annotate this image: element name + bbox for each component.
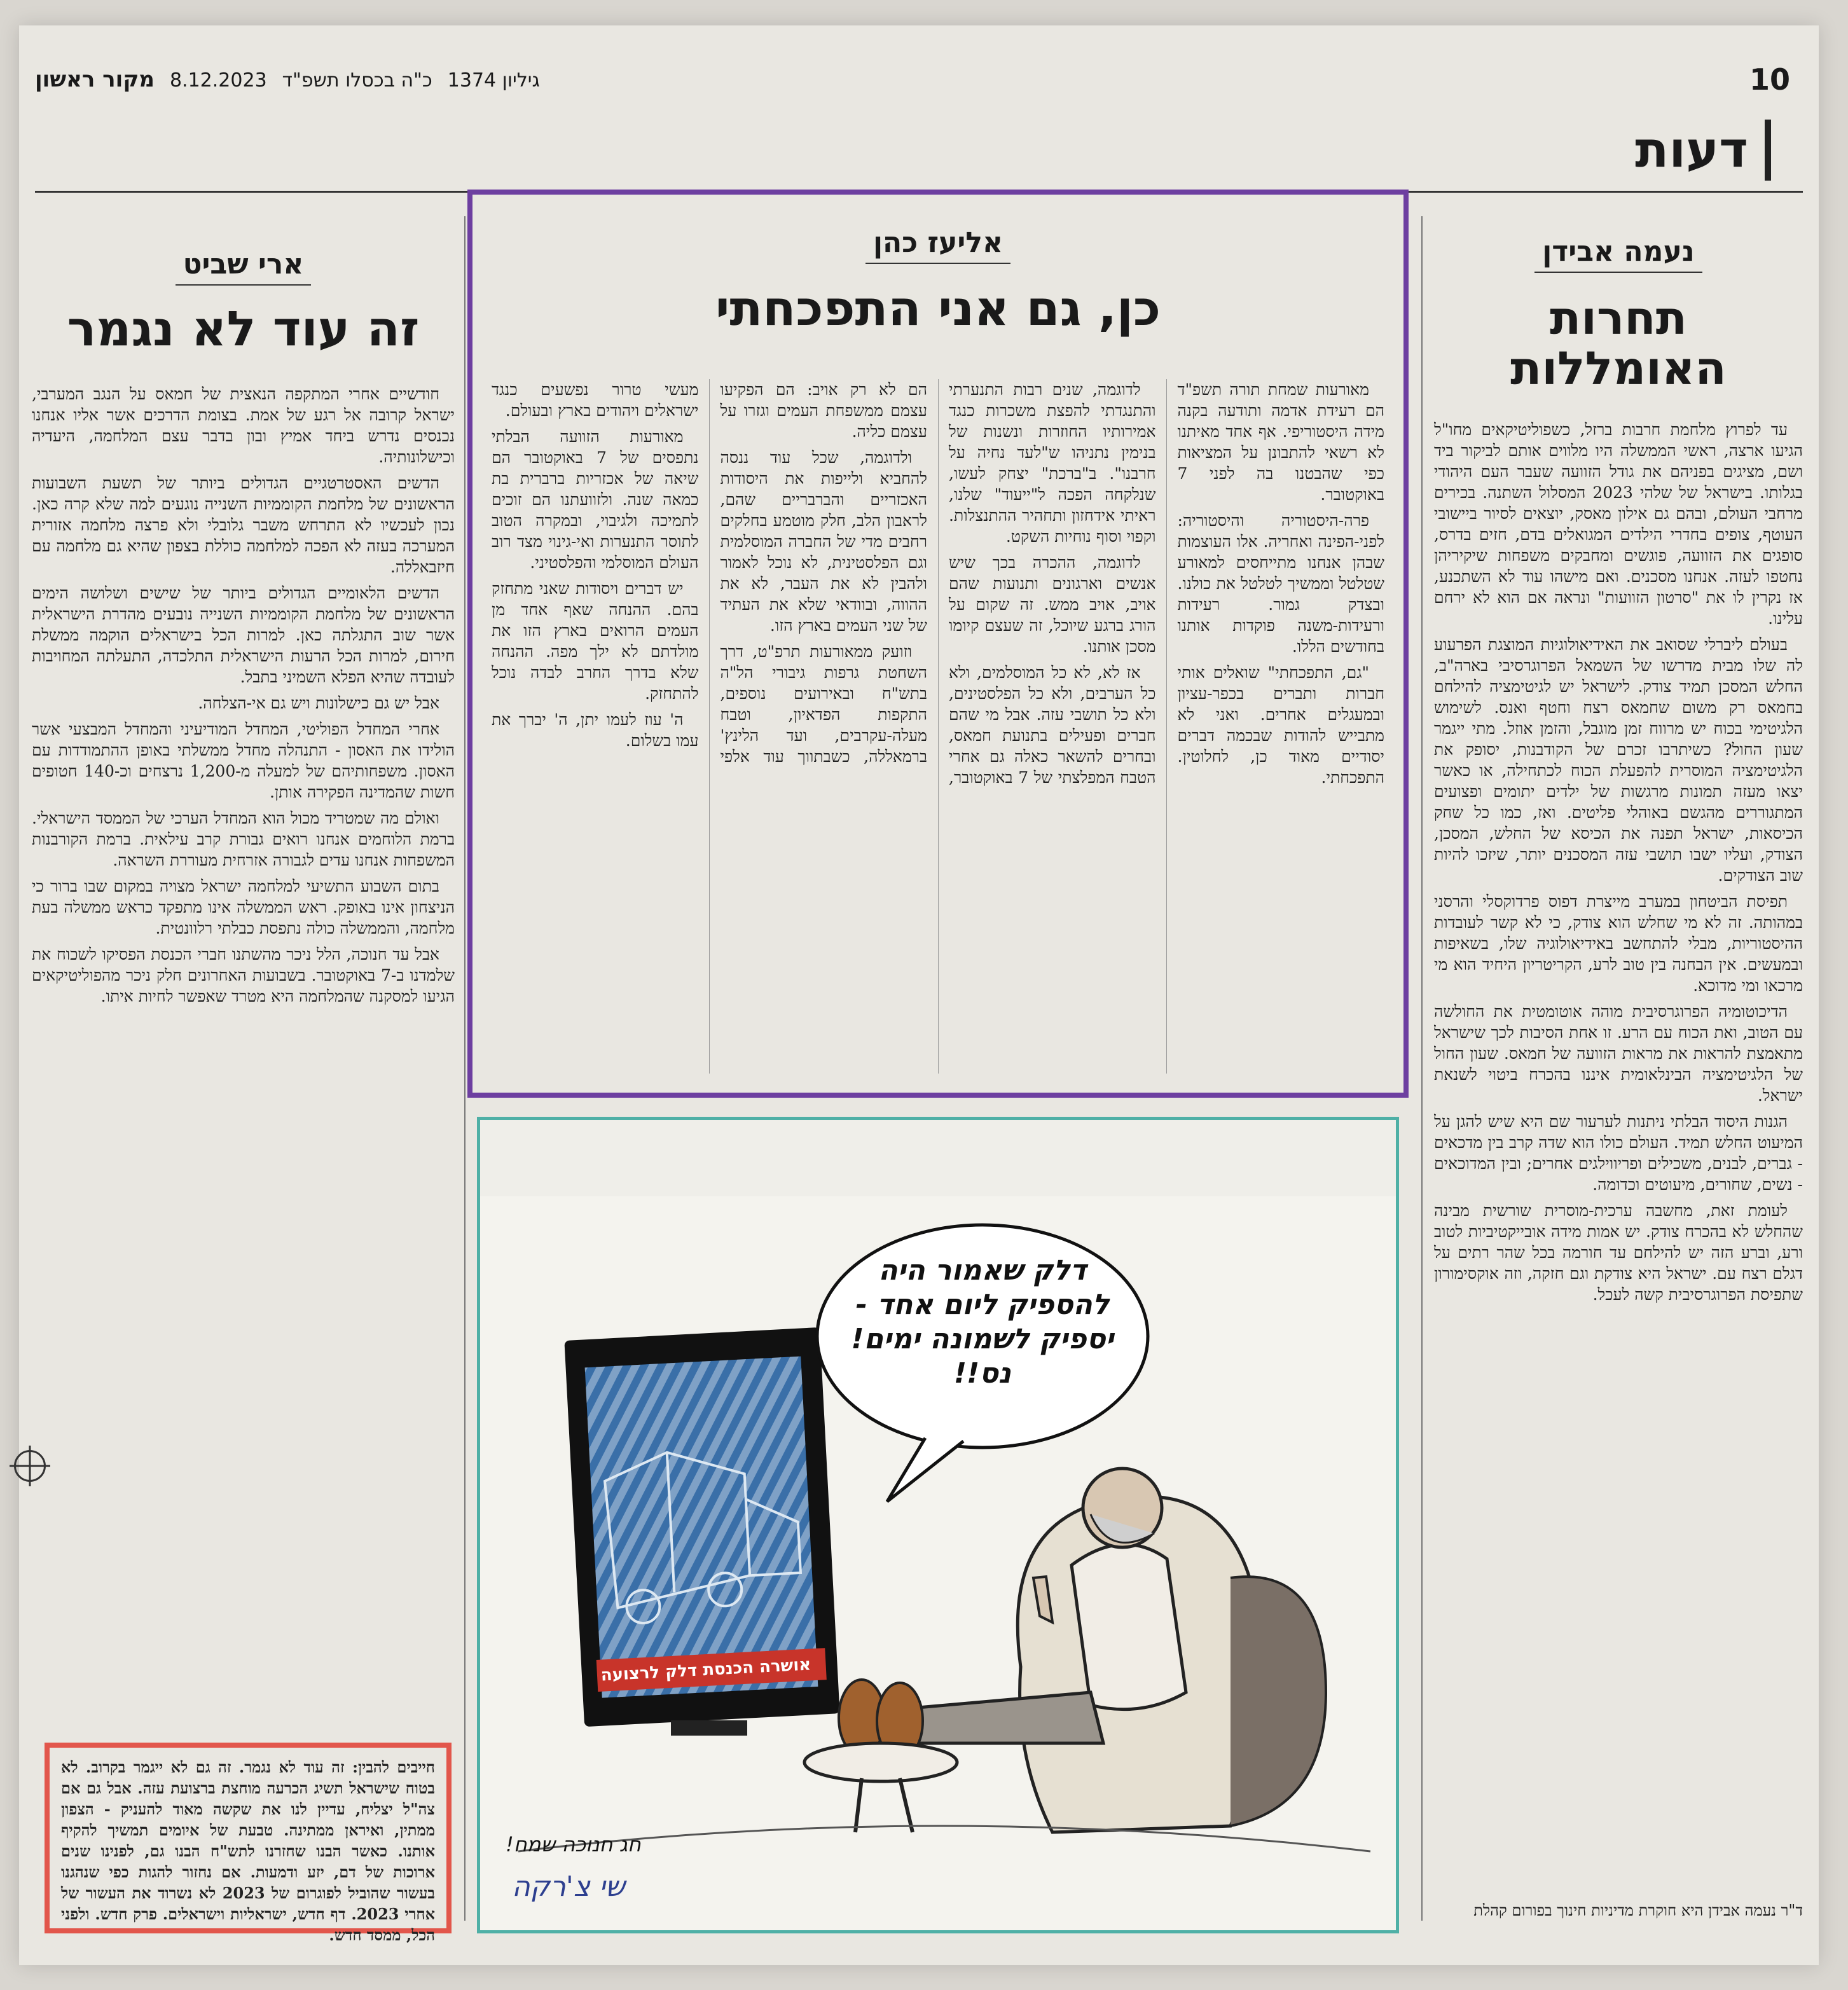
author-byline: ארי שביט [32, 248, 455, 280]
body-paragraph: לדוגמה, ההכרה בכך שיש אנשים וארגונים ותנועות שהם אויב, אויב ממש. זה שקום על הורג ברגע שיוכל, זה שעצם קיומו מסכן אותנו. [949, 553, 1156, 656]
speech-line: יספיק לשמונה ימים! [851, 1323, 1114, 1355]
body-paragraph: יש דברים ויסודות שאני מתחזק בהם. ההנחה שאף אחד מן העמים הרואים בארץ הזו את מולדתם לא ילך מפה. ההנחה שלא בדרך החרב לבדה נוכל להתחזק. [492, 579, 699, 703]
folio-date: 8.12.2023 [169, 69, 267, 92]
body-paragraph: מאורעות הזוועה הבלתי נתפסים של 7 באוקטובר הם שיאה של אכזריות ברברית בת כמאה שנה. ולזוועתנו הם זוכים לתמיכה ולגיבוי, ובמקרה הטוב לתוסר התנערות ואי-גינוי מצד רוב העולם המוסלמי והפלסטיני. [492, 427, 699, 572]
body-paragraph: עד לפרוץ מלחמת חרבות ברזל, כשפוליטיקאים מחו"ל הגיעו ארצה, ראשי הממשלה היו מלווים אותם לביקור ביד ושם, מציגים בפניהם את גודל הזוועה שעבר העם היהודי בגלותו. בישראל של שלהי 2023 המסלול השתנה. בכירים מרחבי העולם, ובהם גם אילון מאסק, יוצאים לסיור ביישובי העוטף, צופים בחדרי הילדים המגואלים בדם, חזים בדרס, סופגים את הזוועה, פוגשים ומחבקים משפחות שיקיריהן נחטפו לעזה. אנחנו מסכנים. ואם מישהו עוד לא השתכנע, אז נקרין לו את "סרטון הזוועות" ונראה אם הוא לא ירחם עלינו. [1434, 420, 1803, 628]
body-paragraph: ולדוגמה, שכל עוד ננסה להחביא ולייפות את היסודות האכזריים והברבריים שהם, לראבון הלב, חלק מוטמע בחלקים רחבים מדי של החברה המוסלמית וגם הפלסטינית, לא נוכל לאמור ולהבין לא את העבר, לא את ההווה, ובוודאי שלא את העתיד של שני העמים בארץ הזו. [720, 448, 927, 635]
speech-bubble-tail [887, 1438, 963, 1502]
author-byline: אליעז כהן [472, 226, 1403, 259]
article-center-frame [467, 190, 1409, 1098]
cartoon-frame [477, 1117, 1399, 1933]
article-body [1434, 419, 1803, 1882]
body-paragraph: ואולם מה שמטריד מכול הוא המחדל הערכי של הממסד הישראלי. ברמת הלוחמים אנחנו רואים גבורת קרב עילאית. ברמת הקורבנות המשפחות אנחנו עדים לגבורה אזרחית מעוררת השראה. [32, 808, 455, 869]
registration-mark-icon [14, 1450, 46, 1482]
footrest [804, 1743, 957, 1781]
body-paragraph: פרה-היסטוריה והיסטוריה: לפני-הפינה ואחריה. אלו העוצמות שבהן אנחנו מתייחסים למאורע שטלטל וממשיך לטלטל את כולנו. ובצדק גמור. רעידות ורעידות-משנה פוקדות אותנו בחודשים הללו. [1177, 511, 1384, 656]
cartoon-faded-strip [480, 1120, 1396, 1196]
page-number: 10 [1749, 62, 1790, 97]
closing-paragraph: חייבים להבין: זה עוד לא נגמר. זה גם לא ייגמר בקרוב. לא בטוח שישראל תשיג הכרעה מוחצת ברצועת עזה. אבל גם אם צה"ל יצליח, עדיין לנו את שקשה מאוד להעניק - הצפון ממתין, ואיראן ממתינה. טבעת של איומים תמשיך להקיף אותנו. כאשר הבנו שחזרנו לתש"ח הבנו גם, לפנינו שנים ארוכות של דם, יזע ודמעות. אם נחזור להגות כפי שנהגנו בעשור שהוביל לפוגרום של 2023 לא נשרוד את העשור של אחרי 2023. דף חדש, ישראליות וישראלים. פרק חדש. ולפני הכל, ממסד חדש. [61, 1758, 436, 1944]
speech-line: נס!! [954, 1357, 1011, 1390]
tv-stand [671, 1720, 747, 1736]
body-paragraph: הדשים האסטרטגיים הגדולים ביותר של תשעת השבועות הראשונים של מלחמת הקוממיות השנייה נוגעים למה שלא קרה כאן. נכון לעכשיו לא התרחש משבר גלובלי ולא פרצה מלחמה אזורית המערכה בעזה לא הפכה למלחמה כוללת בצפון שהיא גם מלחמה עם חיזבאללה. [32, 473, 455, 576]
body-paragraph: לעומת זאת, מחשבה ערכית-מוסרית שורשית מבינה שהחלש לא בהכרח צודק. יש אמות מידה אובייקטיביות לטוב ורע, וברע הזה יש להילחם עד חורמה בכל שהר רתים על דגלם רצח עם. ישראל היא צודקת וגם חזקה, וזה אוקסימורון שתפיסת הפרוגרסיבית קשה לעכל. [1434, 1201, 1803, 1304]
speech-line: דלק שאמור היה [878, 1254, 1087, 1287]
section-header [35, 114, 1803, 193]
folio-issue: גיליון 1374 [447, 69, 540, 92]
article-body [32, 383, 455, 1668]
body-paragraph: "גם, התפכחתי" שואלים אותי חברות ותברים בכפר-עציון ובמעגלים אחרים. ואני לא מתבייש להודות שבכמה דברים יסודיים מאוד כן, לחלוטין. התפכחתי. [1177, 663, 1384, 787]
body-paragraph: הגנות היסוד הבלתי ניתנות לערעור שם היא שיש להגן על המיעוט החלש תמיד. העולם כולו הוא שדה קרב בין מדכאים - גברים, לבנים, משכילים ופריווילגים אחרים; ובין המדוכאים - נשים, שחורים, מיעוטים וכדומה. [1434, 1112, 1803, 1194]
tv-ticker-text: אושרה הכנסת דלק לרצועה [600, 1655, 811, 1685]
folio-info [35, 67, 540, 92]
armchair-shadow [1231, 1577, 1326, 1826]
author-byline: נעמה אבידן [1434, 235, 1803, 268]
body-paragraph: תפיסת הביטחון במערב מייצרת דפוס פרדוקסלי והרסני במהותה. זה לא מי שחלש הוא צודק, כי לא קשר לעובדות ההיסטוריות, מבלי להתחשב באידיאולוגיה שלו, בשאיפות ובמעשים. אין הבחנה בין טוב לרע, הקריטריון היחיד הוא מי מרכאו ומי מדוכא. [1434, 892, 1803, 995]
article-body [492, 379, 1384, 1074]
article-headline: כן, גם אני התפכחתי [715, 280, 1161, 336]
body-paragraph: אבל עד חנוכה, הלל ניכר מהשתנו חברי הכנסת הפסיקו לשכוח את שלמדנו ב-7 באוקטובר. בשבועות האחרונים חלק ניכר מהפוליטיקאים הגיעו למסקנה שהמלחמה היא מטרד שאפשר לחיות איתו. [32, 944, 455, 1005]
cartoonist-signature: שי צ'רקה [512, 1870, 625, 1903]
body-paragraph: אחרי המחדל הפוליטי, המחדל המודיעיני והמחדל המבצעי אשר הולידו את האסון - התנהלה מחדל ממשלתי באופן ההתמודדות עם האסון. משפחותיהם של למעלה מ-1,200 נרצחים וכ-140 חטופים חשות שהמדינה הפקירה אותן. [32, 719, 455, 801]
article-headline: זה עוד לא נגמר [67, 300, 420, 357]
column-divider-right [1421, 216, 1423, 1921]
article-left [32, 216, 455, 1927]
folio-bar [35, 60, 1803, 99]
body-paragraph: בתום השבוע התשיעי למלחמה ישראל מצויה במקום שבו ברור כי הניצחון אינו באופק. ראש הממשלה אינו מתפקד כראש ממשלה בעת מלחמה, והממשלה כולה נתפסת כבלתי רלוונטית. [32, 876, 455, 937]
body-paragraph: וזועק ממאורעות תרפ"ט, דרך השחטת גרפות גיבורי הל"ה בתש"ח ובאירועים נוספים, התקפות הפדאיון, וטבח מעלה-עקרבים, ועד הלינץ' ברמאללה, כשבתווך עוד אלפי מעשי טרור נפשעים כנגד ישראלים ויהודים בארץ ובעולם. [492, 380, 927, 766]
man-torso [1072, 1544, 1186, 1709]
body-paragraph: ה' עוז לעמו יתן, ה' יברך את עמו בשלום. [492, 710, 699, 750]
folio-hebrew-date: כ"ה בכסלו תשפ"ד [282, 69, 432, 92]
article-headline: תחרות האומללות [1510, 291, 1727, 396]
section-label: דעות [1635, 120, 1771, 181]
closing-paragraph-frame [45, 1743, 452, 1944]
body-paragraph: הדיכוטומיה הפרוגרסיבית מוהה אוטומטית את החולשה עם הטוב, ואת הכוח עם הרע. זו אחת הסיבות לכך שישראל מתאמצת להראות את מראות הזוועה של חמאס. שעון החול של הלגיטימציה הבינלאומית איננו בהכרח ביטוי לשנאת ישראל. [1434, 1002, 1803, 1105]
body-paragraph: לדוגמה, שנים רבות התנערתי והתנגדתי להפצת משכרות כנגד אמירותיו החוזרות ונשנות של בנימין נתניהו ש"לעד נחיה על חרבנו". ב"ברכת" יצחק לעשו, שנלקחה הפכה ל"ייעוד" שלנו, ראיתי אידחזון ותחהיר ההתנצלות. וקפוי וסוף נוחיות השקט. [949, 380, 1156, 546]
body-paragraph: אז לא, לא כל המוסלמים, ולא כל הערבים, ולא כל הפלסטינים, ולא כל תושבי עזה. אבל מי שהם חברים ופעילים בתנועת חמאס, ובחרים להשאר כאלה גם אחרי הטבח המפלצתי של 7 באוקטובר, הם לא רק אויב: הם הפקיעו עצמם ממשפחת העמים וגזרו על עצמם כליה. [720, 380, 1156, 787]
cartoon-illustration [480, 1120, 1396, 1930]
newspaper-page [19, 25, 1819, 1965]
column-divider-left [464, 216, 465, 1921]
body-paragraph: בעולם ליברלי שסואב את האידיאולוגיות המוצגת הפרעוע לה שלו מבית מדרשו של השמאל הפרוגרסיבי בארה"ב, החלש המסכן תמיד צודק. לישראל יש לגיטימציה להילחם בחמאס רק משום שחמאס רצח וחטף ואנס. לשימוש הלגיטימי בכוח יש מרווח זמן מוגבל, והזמן אוזל. מתי ייגמר שעון החול? כשיתרבו זכרם של הקודבנות, יסופק את הלגיטימציה המוסרית להפעלת הכוח לכתחילה, או כאשר יצאו מעזה תמונות מרגשות של ילדים יתומים ופצועים המתגוררים מהגשם באוהלי פליטים. ואז, כמו כל שחק הכיסאות, ישראל תפנה את הכיסא של החלש, המסכן, הצודק, ועליו ישבו תושבי עזה המסכנים יותר, שיזכו להיות שוב הצודקים. [1434, 635, 1803, 885]
speech-bubble-text [836, 1254, 1129, 1391]
speech-line: להספיק ליום אחד - [855, 1289, 1110, 1321]
author-bio: ד"ר נעמה אבידן היא חוקרת מדיניות חינוך בפורום קהלת [1473, 1902, 1803, 1919]
body-paragraph: אבל יש גם כישלונות ויש גם אי-הצלחה. [198, 693, 439, 712]
body-paragraph: מאורעות שמחת תורה תשפ"ד הם רעידת אדמה ותודעה בקנה מידה היסטוריפי. אף אחד מאיתנו לא רשאי להתבונן על המציאות כפי שהבטנו בה לפני 7 באוקטובר. [1177, 380, 1384, 504]
floor-line [518, 1826, 1370, 1851]
cartoon-greeting: חג חנוכה שמח! [506, 1832, 641, 1856]
body-paragraph: הדשים הלאומיים הגדולים ביותר של שישים ושלושה הימים הראשונים של מלחמת הקוממיות השנייה נובעים מהדרת הישראלית אשר שוב התגלתה כאן. למרות הכל בישראלים הוקמה ממשלת חירום, למרות הכל הרעות הישראלית התלכדה, התעלתה המחויבות לעובדה שהיא הפלא השמיני בתבל. [32, 583, 455, 686]
paper-name: מקור ראשון [35, 67, 155, 92]
body-paragraph: חודשיים אחרי המתקפה הנאצית של חמאס על הנגב המערבי, ישראל קרובה אל רגע של אמת. בצומת הדרכים אשר אליו אנחנו נכנסים נדרש ביחד אמיץ ובון בדבר עצם המלחמה, היעדיה וכישלונותיה. [32, 384, 455, 466]
article-right [1434, 216, 1803, 1927]
